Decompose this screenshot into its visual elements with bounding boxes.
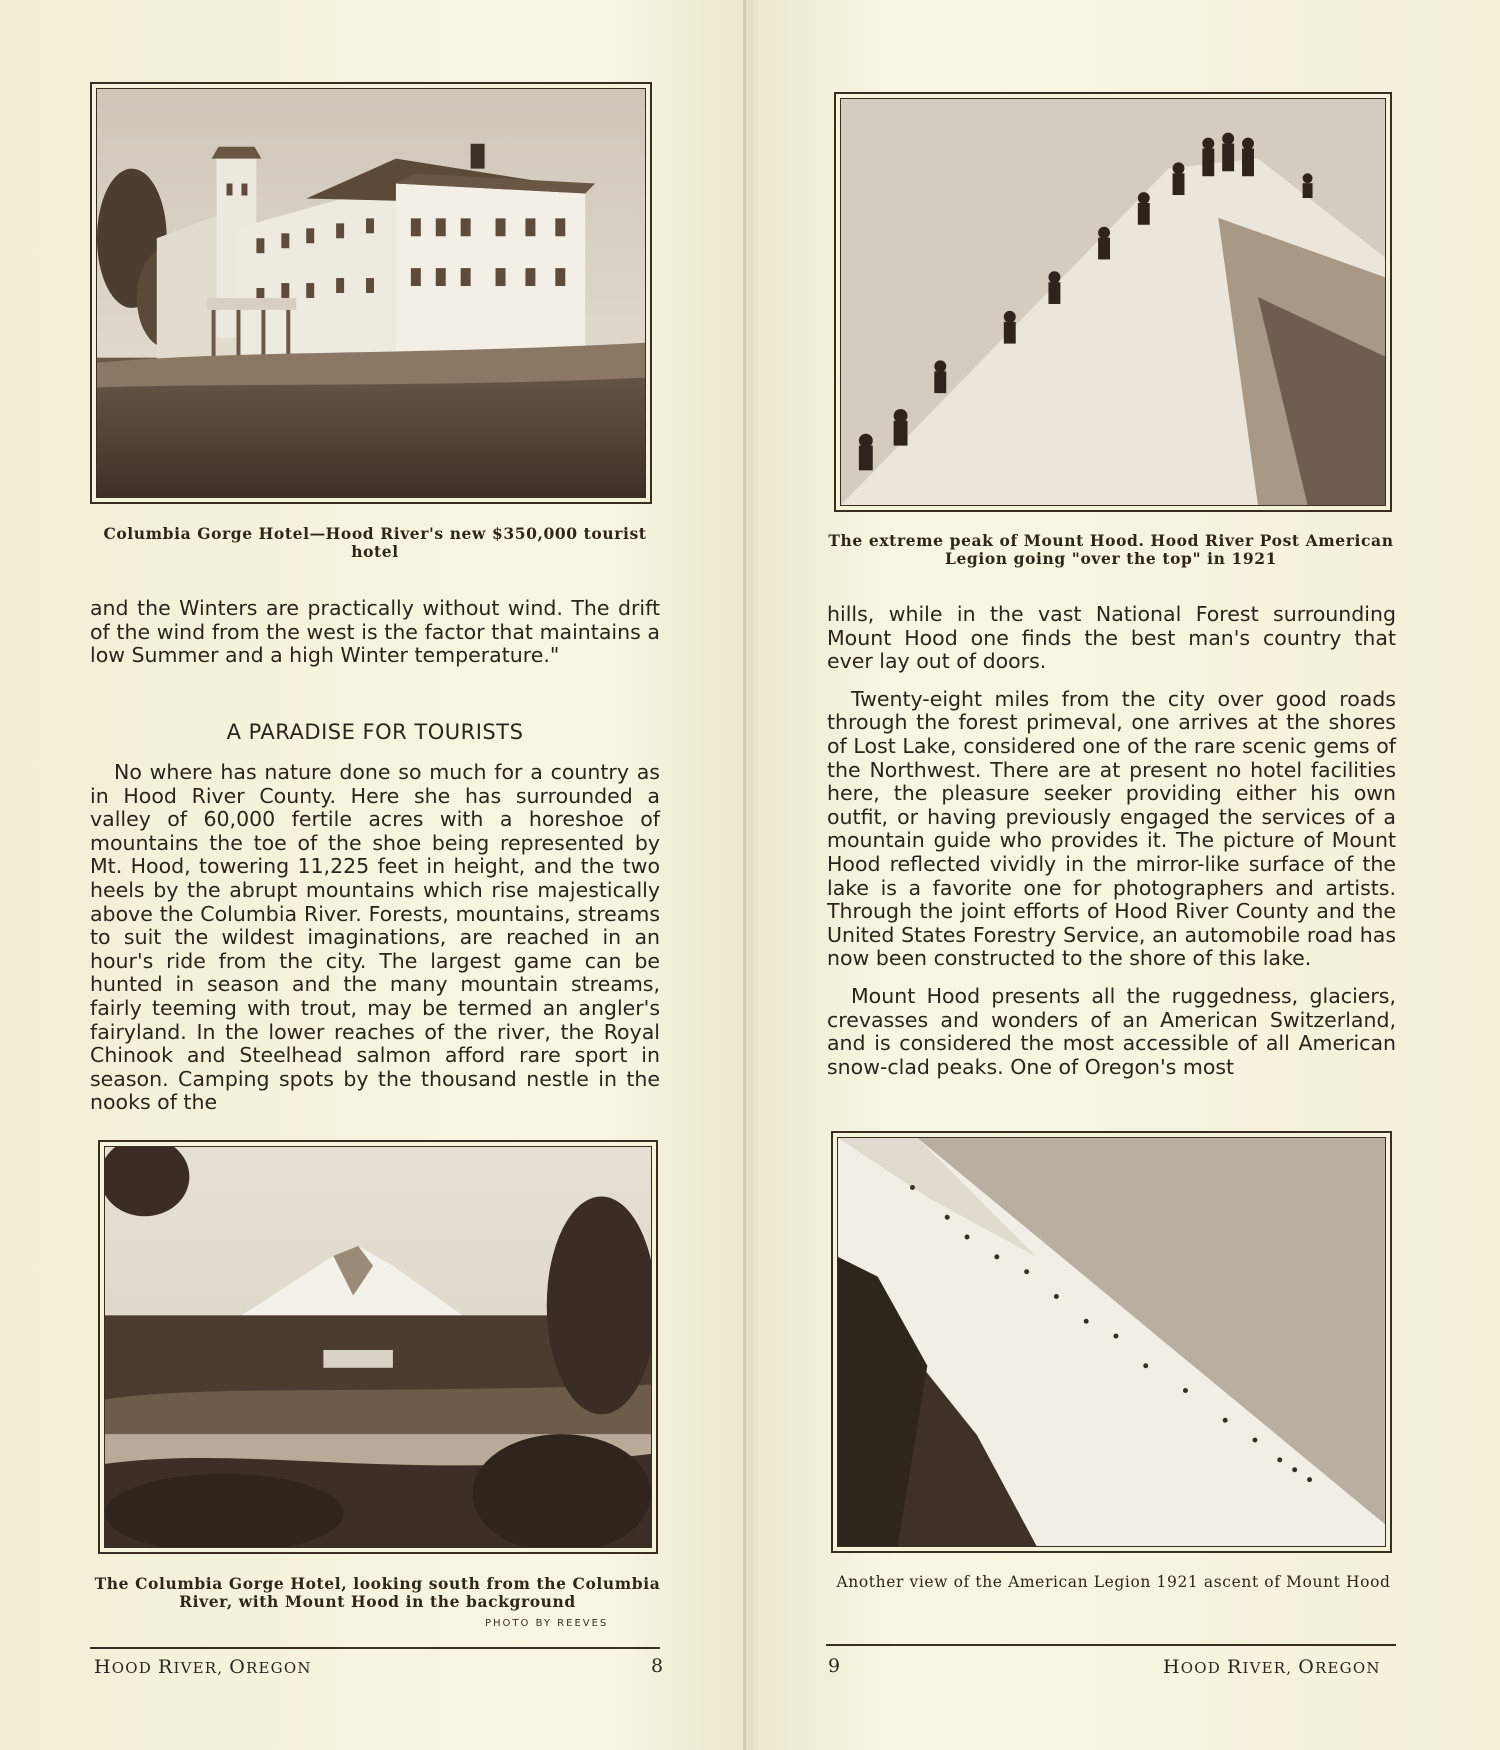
mount-hood-paragraph: Mount Hood presents all the ruggedness, glaciers, crevasses and wonders of an American Switzerland, and is considered the most accessible of all American snow-clad peaks. One of Oregon's most bbox=[827, 983, 1396, 1079]
left-text-main bbox=[90, 761, 660, 1115]
ascent-photo-frame bbox=[831, 1131, 1392, 1553]
photo-credit: PHOTO BY REEVES bbox=[485, 1618, 609, 1629]
ascent-photo-caption: Another view of the American Legion 1921 ascent of Mount Hood bbox=[836, 1573, 1391, 1591]
left-footer-rule bbox=[90, 1647, 660, 1649]
hills-paragraph: hills, while in the vast National Forest surrounding Mount Hood one finds the best man's country that ever lay out of doors. bbox=[827, 602, 1396, 674]
left-text-top bbox=[90, 597, 660, 668]
right-text bbox=[827, 603, 1396, 1079]
hotel-photo-caption: Columbia Gorge Hotel—Hood River's new $350,000 tourist hotel bbox=[103, 524, 647, 561]
lost-lake-paragraph: Twenty-eight miles from the city over good roads through the forest primeval, one arrives at the shores of Lost Lake, considered one of the rare scenic gems of the Northwest. There are at present no hotel facilities here, the pleasure seeker providing either his own outfit, or having previously engaged the services of a mountain guide who provides it. The picture of Mount Hood reflected vividly in the mirror-like surface of the lake is a favorite one for photographers and artists. Through the joint efforts of Hood River County and the United States Forestry Service, an automobile road has now been constructed to the shore of this lake. bbox=[827, 686, 1396, 971]
left-running-footer: HOOD RIVER, OREGON bbox=[94, 1656, 312, 1678]
right-page-number: 9 bbox=[828, 1655, 841, 1677]
left-page-number: 8 bbox=[651, 1655, 664, 1677]
mount-hood-photo-caption: The Columbia Gorge Hotel, looking south from the Columbia River, with Mount Hood in the background bbox=[94, 1574, 661, 1611]
hotel-photo bbox=[96, 88, 646, 498]
section-heading: A PARADISE FOR TOURISTS bbox=[226, 720, 524, 744]
hotel-photo-frame bbox=[90, 82, 652, 504]
page-fold bbox=[743, 0, 746, 1750]
left-paragraph-continuation: and the Winters are practically without wind. The drift of the wind from the west is the factor that maintains a low Summer and a high Winter temperature." bbox=[90, 596, 660, 668]
paradise-paragraph: No where has nature done so much for a country as in Hood River County. Here she has surrounded a valley of 60,000 fertile acres with a horeshoe of mountains the toe of the shoe being represented by Mt. Hood, towering 11,225 feet in height, and the two heels by the abrupt mountains which rise majestically above the Columbia River. Forests, mountains, streams to suit the wildest imaginations, are reached in an hour's ride from the city. The largest game can be hunted in season and the many mountain streams, fairly teeming with trout, may be termed an angler's fairyland. In the lower reaches of the river, the Royal Chinook and Steelhead salmon afford rare sport in season. Camping spots by the thousand nestle in the nooks of the bbox=[90, 760, 660, 1115]
right-footer-rule bbox=[826, 1644, 1396, 1646]
summit-photo bbox=[840, 98, 1386, 506]
summit-photo-caption: The extreme peak of Mount Hood. Hood River Post American Legion going "over the top" in 1921 bbox=[828, 531, 1394, 568]
right-running-footer: HOOD RIVER, OREGON bbox=[1163, 1656, 1381, 1678]
summit-photo-frame bbox=[834, 92, 1392, 512]
ascent-photo bbox=[837, 1137, 1386, 1547]
mount-hood-photo bbox=[104, 1146, 652, 1548]
mount-hood-photo-frame bbox=[98, 1140, 658, 1554]
